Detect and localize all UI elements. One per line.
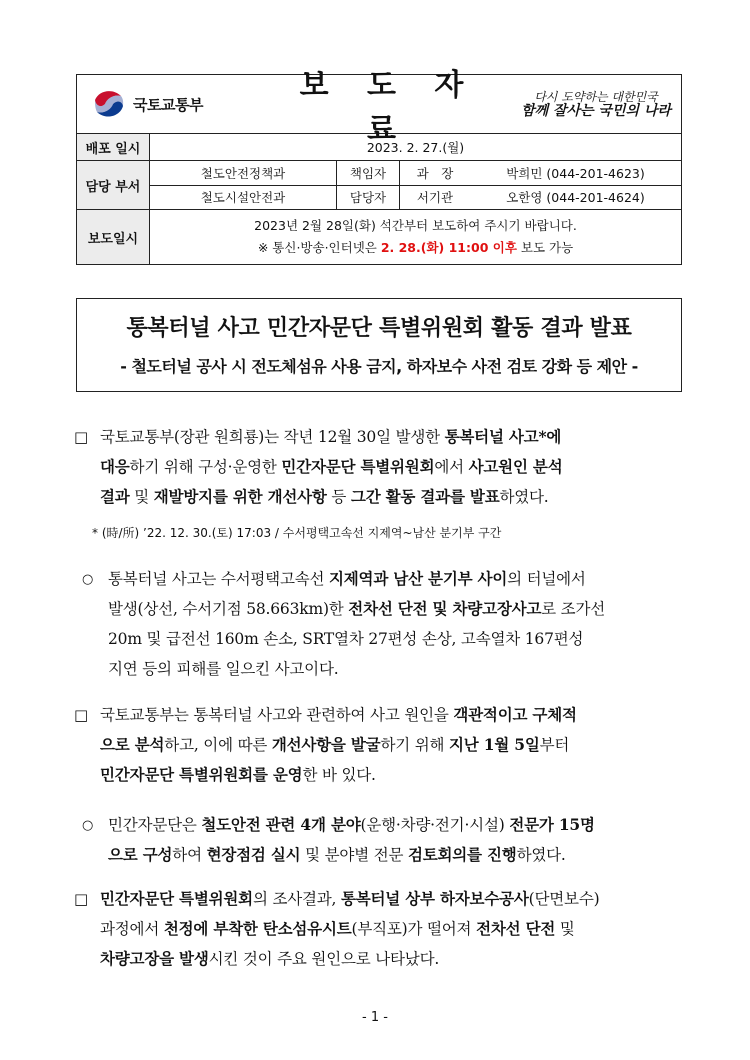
ministry-name: 국토교통부 — [133, 95, 203, 114]
government-slogan — [511, 90, 681, 118]
contact-1: 박희민 (044-201-4623) — [506, 165, 645, 181]
headline-box — [76, 298, 682, 392]
headline-title: 통복터널 사고 민간자문단 특별위원회 활동 결과 발표 — [126, 316, 632, 341]
paragraph-2-line-3: 민간자문단 특별위원회를 운영한 바 있다. — [100, 765, 376, 784]
press-release-title: 보 도 자 료 — [299, 68, 478, 147]
paragraph-3-line-2: 과정에서 천정에 부착한 탄소섬유시트(부직포)가 떨어져 전차선 단전 및 — [100, 919, 575, 938]
contact-2: 오한영 (044-201-4624) — [506, 190, 645, 206]
square-bullet-icon: □ — [74, 428, 89, 446]
sub-bullet-1-line-2: 발생(상선, 수서기점 58.663km)한 전차선 단전 및 차량고장사고로 조가선 — [108, 599, 605, 618]
role-2: 담당자 — [337, 186, 400, 210]
paragraph-3-line-3: 차량고장을 발생시킨 것이 주요 원인으로 나타났다. — [100, 949, 440, 968]
page-number: - 1 - — [362, 1010, 388, 1025]
sub-bullet-2-line-1: 민간자문단은 철도안전 관련 4개 분야(운행·차량·전기·시설) 전문가 15명 — [108, 815, 595, 834]
release-date-label: 배포 일시 — [77, 134, 150, 160]
department-2: 철도시설안전과 — [150, 186, 337, 210]
department-row — [77, 160, 681, 209]
circle-bullet-icon: ○ — [82, 818, 94, 833]
release-date-value: 2023. 2. 27.(월) — [366, 140, 465, 155]
department-label: 담당 부서 — [77, 161, 150, 209]
paragraph-2-line-1: 국토교통부는 통복터널 사고와 관련하여 사고 원인을 객관적이고 구체적 — [100, 705, 577, 724]
department-1: 철도안전정책과 — [150, 161, 337, 185]
paragraph-1-line-1: 국토교통부(장관 원희룡)는 작년 12월 30일 발생한 통복터널 사고*에 — [100, 427, 562, 446]
role-1: 책임자 — [337, 161, 400, 185]
press-header-table — [76, 68, 682, 265]
paragraph-3-line-1: 민간자문단 특별위원회의 조사결과, 통복터널 상부 하자보수공사(단면보수) — [100, 889, 600, 908]
embargo-row — [77, 209, 681, 264]
department-grid — [150, 161, 681, 209]
paragraph-1-line-2: 대응하기 위해 구성·운영한 민간자문단 특별위원회에서 사고원인 분석 — [100, 457, 563, 476]
logo-row — [77, 68, 681, 147]
square-bullet-icon: □ — [74, 890, 89, 908]
taegeuk-emblem-icon — [91, 86, 127, 122]
embargo-line-2-suffix: 보도 가능 — [516, 240, 574, 255]
embargo-time-highlight: 2. 28.(화) 11:00 이후 — [380, 240, 517, 255]
position-2: 서기관 — [416, 190, 454, 206]
footnote: * (時/所) ’22. 12. 30.(토) 17:03 / 수서평택고속선 지제역~남산 분기부 구간 — [92, 526, 502, 540]
paragraph-2-line-2: 으로 분석하고, 이에 따른 개선사항을 발굴하기 위해 지난 1월 5일부터 — [100, 735, 570, 754]
sub-bullet-1-line-4: 지연 등의 피해를 일으킨 사고이다. — [108, 660, 339, 678]
paragraph-1-line-3: 결과 및 재발방지를 위한 개선사항 등 그간 활동 결과를 발표하였다. — [100, 487, 549, 506]
circle-bullet-icon: ○ — [82, 572, 94, 587]
release-date-row — [77, 133, 681, 160]
embargo-label: 보도일시 — [77, 210, 150, 264]
position-1: 과 장 — [416, 165, 454, 181]
slogan-line-1: 다시 도약하는 대한민국 — [534, 90, 658, 104]
sub-bullet-2-line-2: 으로 구성하여 현장점검 실시 및 분야별 전문 검토회의를 진행하였다. — [108, 845, 566, 864]
embargo-line-1: 2023년 2월 28일(화) 석간부터 보도하여 주시기 바랍니다. — [254, 218, 577, 233]
embargo-text — [150, 210, 681, 264]
sub-bullet-1-line-1: 통복터널 사고는 수서평택고속선 지제역과 남산 분기부 사이의 터널에서 — [108, 569, 586, 588]
embargo-line-2 — [258, 237, 573, 259]
sub-bullet-1-line-3: 20m 및 급전선 160m 손소, SRT열차 27편성 손상, 고속열차 167편성 — [108, 630, 584, 648]
headline-subtitle: - 철도터널 공사 시 전도체섬유 사용 금지, 하자보수 사전 검토 강화 등 제안 - — [120, 357, 638, 376]
square-bullet-icon: □ — [74, 706, 89, 724]
ministry-logo — [77, 86, 266, 122]
slogan-line-2: 함께 잘사는 국민의 나라 — [521, 103, 671, 119]
embargo-line-2-prefix: ※ 통신·방송·인터넷은 — [257, 240, 381, 255]
